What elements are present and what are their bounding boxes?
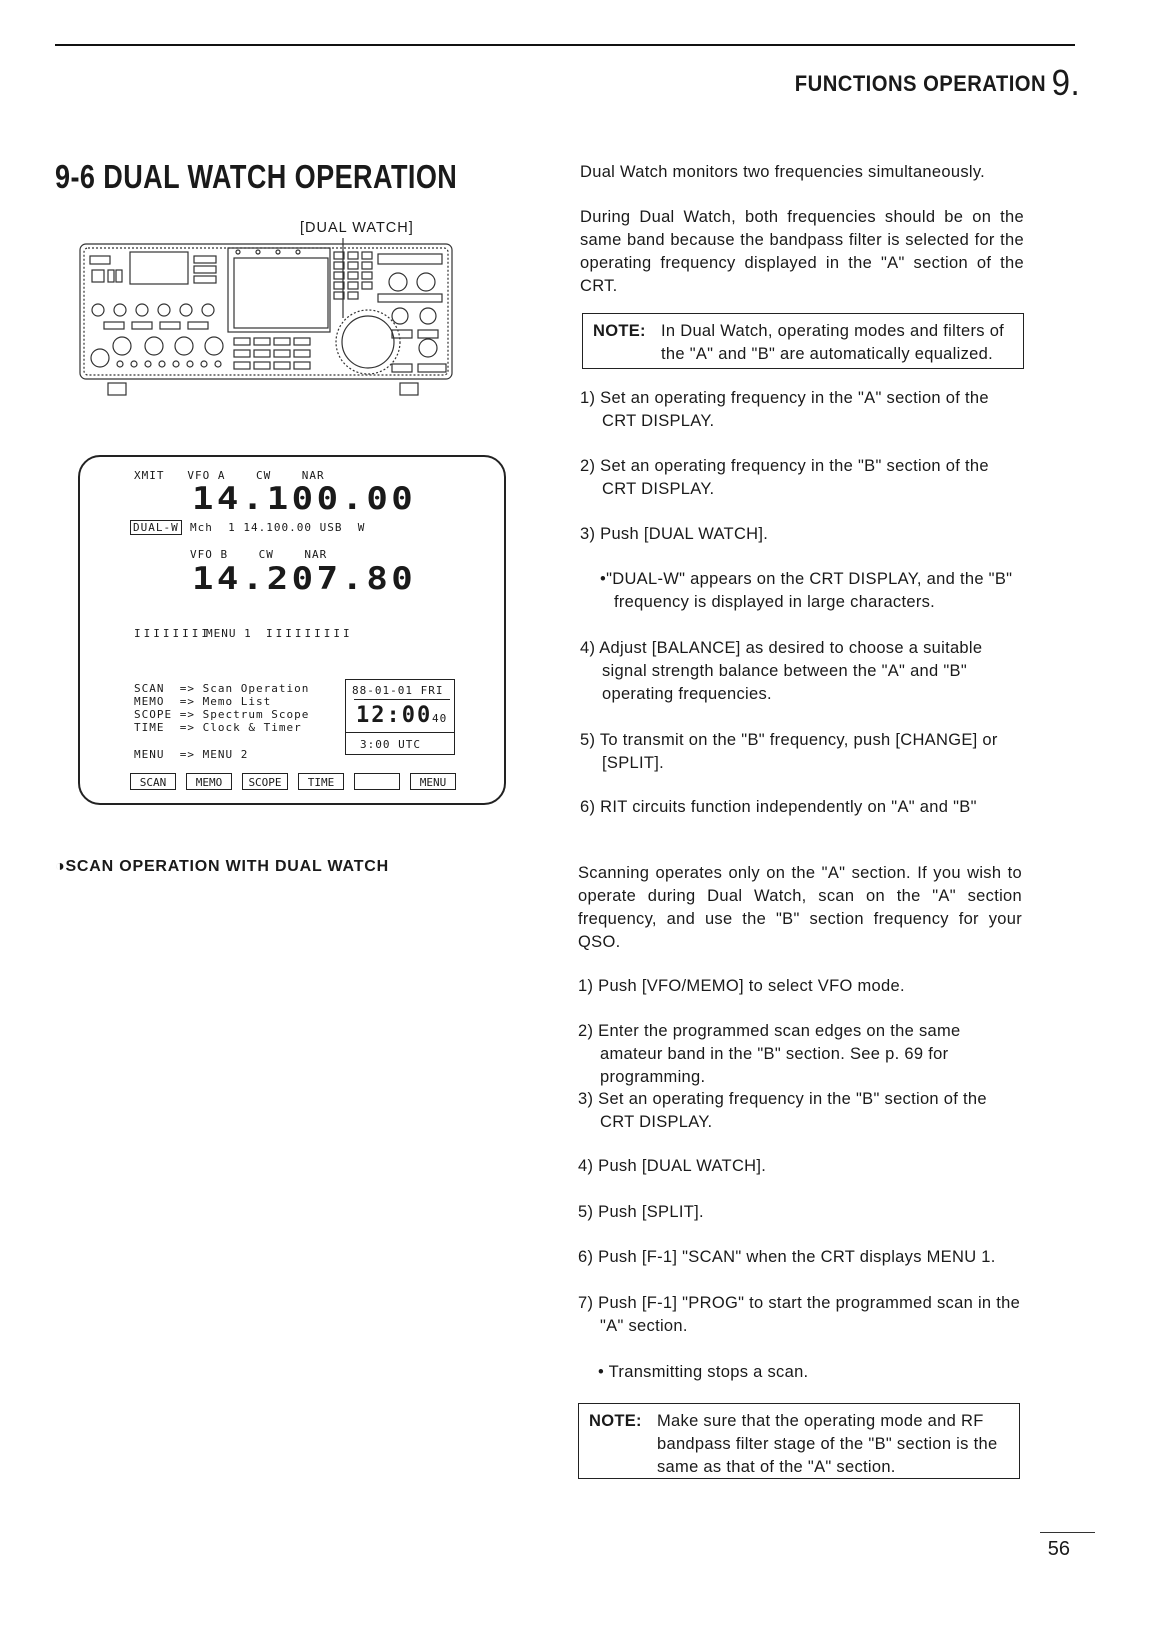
vfo-b-frequency: 14.207.80: [192, 561, 417, 597]
dual-step-2: 2) Set an operating frequency in the "B" section of the CRT DISPLAY.: [580, 457, 989, 498]
crt-key-scan: SCAN: [130, 773, 176, 790]
crt-key-menu: MENU: [410, 773, 456, 790]
scan-step-5: 5) Push [SPLIT].: [578, 1203, 704, 1221]
vfo-b-status: VFO B CW NAR: [190, 548, 328, 561]
chapter-title: FUNCTIONS OPERATION: [794, 71, 1046, 96]
radio-front-panel-illustration: [78, 238, 454, 398]
crt-display-illustration: [78, 455, 506, 805]
menu-bar-left: IIIIIIII: [134, 627, 211, 640]
menu-line-menu2: MENU => MENU 2: [134, 748, 249, 761]
clock-seconds: 40: [432, 712, 448, 725]
clock-time: 12:00: [356, 703, 433, 728]
crt-key-time: TIME: [298, 773, 344, 790]
vfo-a-status: XMIT VFO A CW NAR: [134, 469, 325, 482]
clock-panel: [345, 679, 455, 755]
dual-w-badge: DUAL-W: [130, 520, 182, 535]
crt-key-memo: MEMO: [186, 773, 232, 790]
note-box-1: [582, 313, 1024, 369]
memory-channel-line: Mch 1 14.100.00 USB W: [190, 521, 366, 534]
dual-step-1: 1) Set an operating frequency in the "A" section of the CRT DISPLAY.: [580, 389, 989, 430]
top-rule: [55, 44, 1075, 46]
menu-line-memo: MEMO => Memo List: [134, 695, 272, 708]
page-number-rule: [1040, 1532, 1095, 1533]
note-1-text: In Dual Watch, operating modes and filters of the "A" and "B" are automatically equalized.: [661, 322, 1005, 363]
scan-step-6: 6) Push [F-1] "SCAN" when the CRT displays MENU 1.: [578, 1248, 996, 1266]
dual-step-3-bullet: •"DUAL-W" appears on the CRT DISPLAY, and the "B" frequency is displayed in large characters.: [600, 570, 1013, 611]
dual-step-6: 6) RIT circuits function independently on "A" and "B": [580, 798, 977, 816]
scan-intro-paragraph: Scanning operates only on the "A" section. If you wish to operate during Dual Watch, scan on the "A" section frequency, and use the "B" section frequency for your QSO.: [578, 864, 1022, 951]
crt-key-blank: [354, 773, 400, 790]
dual-watch-callout: [DUAL WATCH]: [300, 220, 414, 236]
note-1-label: NOTE:: [593, 322, 646, 340]
scan-step-2: 2) Enter the programmed scan edges on the same amateur band in the "B" section. See p. 69 for programming.: [578, 1022, 961, 1086]
intro-paragraph: Dual Watch monitors two frequencies simultaneously.: [580, 163, 986, 181]
menu-title: MENU 1: [206, 627, 252, 640]
dual-step-5: 5) To transmit on the "B" frequency, push [CHANGE] or [SPLIT].: [580, 731, 998, 772]
scan-step-1: 1) Push [VFO/MEMO] to select VFO mode.: [578, 977, 905, 995]
crt-key-scope: SCOPE: [242, 773, 288, 790]
menu-line-time: TIME => Clock & Timer: [134, 721, 302, 734]
during-paragraph: During Dual Watch, both frequencies should be on the same band because the bandpass filter is selected for the operating frequency displayed in the "A" section of the CRT.: [580, 208, 1024, 295]
vfo-a-frequency: 14.100.00: [192, 481, 417, 517]
note-box-2: [578, 1403, 1020, 1479]
scan-subheading: ◑SCAN OPERATION WITH DUAL WATCH: [55, 858, 390, 875]
chapter-header: [795, 62, 1080, 104]
menu-line-scope: SCOPE => Spectrum Scope: [134, 708, 310, 721]
clock-date: 88-01-01 FRI: [352, 684, 444, 697]
menu-bar-right: IIIIIIIII: [266, 627, 353, 640]
scan-step-4: 4) Push [DUAL WATCH].: [578, 1157, 767, 1175]
scan-step-7-bullet: • Transmitting stops a scan.: [598, 1363, 809, 1381]
scan-step-3: 3) Set an operating frequency in the "B" section of the CRT DISPLAY.: [578, 1090, 987, 1131]
section-title: 9-6 DUAL WATCH OPERATION: [55, 158, 458, 195]
chapter-number: 9.: [1051, 62, 1080, 103]
note-2-text: Make sure that the operating mode and RF bandpass filter stage of the "B" section is the same as that of the "A" section.: [657, 1412, 998, 1476]
clock-utc: 3:00 UTC: [360, 738, 421, 751]
scan-step-7: 7) Push [F-1] "PROG" to start the programmed scan in the "A" section.: [578, 1294, 1021, 1335]
page-number: 56: [1047, 1538, 1070, 1560]
menu-line-scan: SCAN => Scan Operation: [134, 682, 310, 695]
dual-step-4: 4) Adjust [BALANCE] as desired to choose a suitable signal strength balance between the "A" and "B" operating frequencies.: [580, 639, 983, 703]
dual-step-3: 3) Push [DUAL WATCH].: [580, 525, 769, 543]
note-2-label: NOTE:: [589, 1412, 642, 1430]
